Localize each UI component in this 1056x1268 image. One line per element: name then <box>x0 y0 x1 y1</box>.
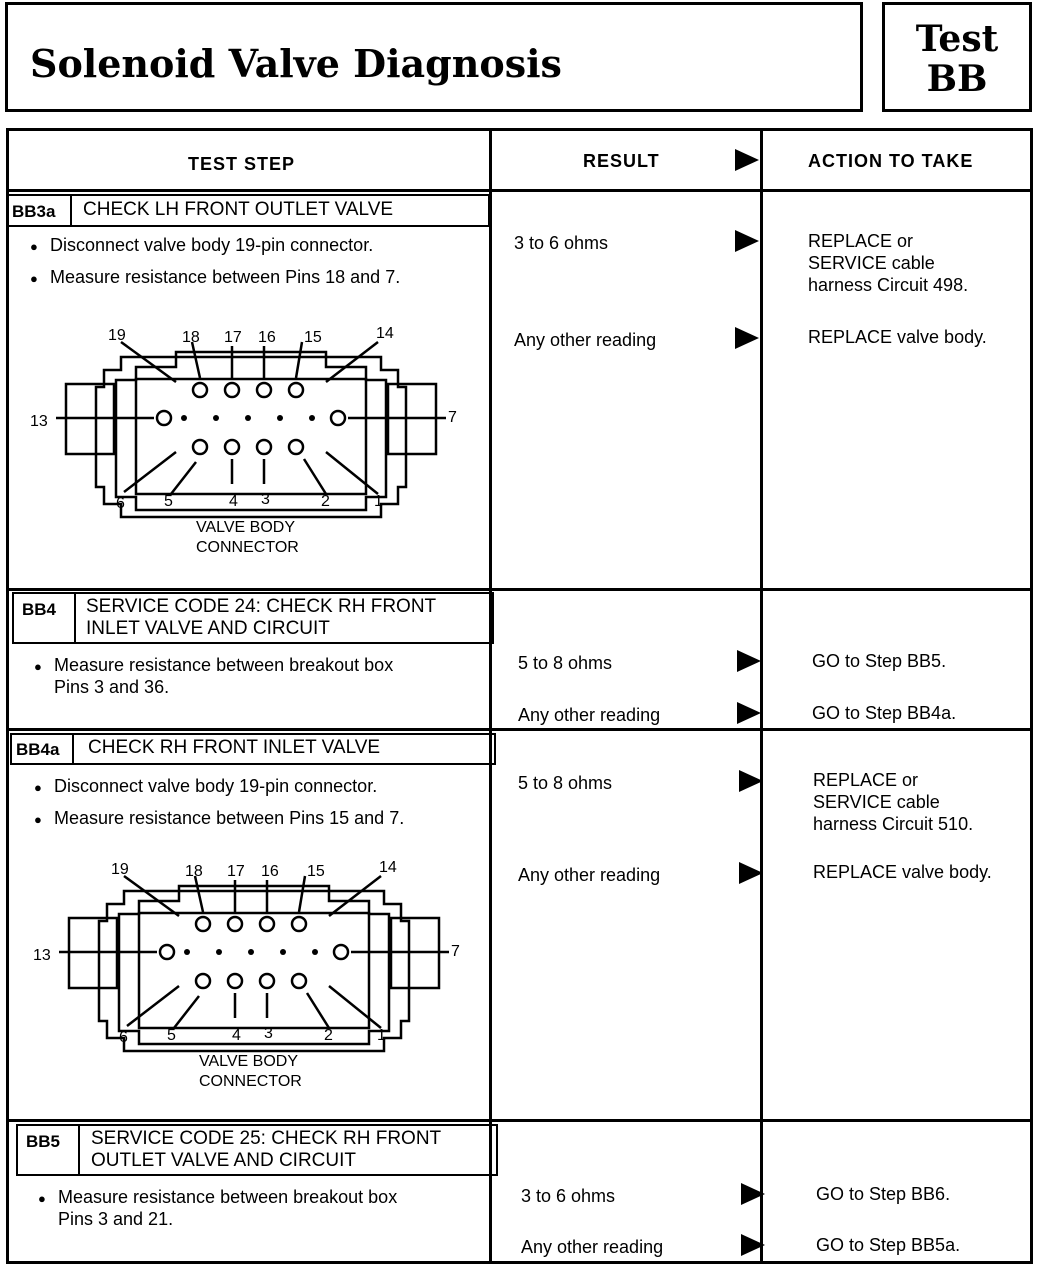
pin-label: 19 <box>111 861 129 878</box>
pin-label: 5 <box>167 1027 176 1044</box>
step-title-line: INLET VALVE AND CIRCUIT <box>86 618 330 639</box>
arrow-icon <box>735 149 759 171</box>
arrow-icon <box>737 650 761 672</box>
arrow-icon <box>735 230 759 252</box>
instruction-line: ● Measure resistance between breakout box <box>54 655 394 675</box>
pin-label: 7 <box>451 943 460 960</box>
connector-caption: CONNECTOR <box>199 1073 302 1090</box>
action-text: GO to Step BB5. <box>812 651 947 671</box>
result-text: 3 to 6 ohms <box>521 1186 616 1206</box>
column-header-test-step: TEST STEP <box>188 154 296 174</box>
step-id: BB4 <box>22 600 57 619</box>
result-text: Any other reading <box>518 865 661 885</box>
result-text: Any other reading <box>518 705 661 725</box>
result-text: 5 to 8 ohms <box>518 653 613 673</box>
result-text: 5 to 8 ohms <box>518 773 613 793</box>
result-text: Any other reading <box>514 330 657 350</box>
instruction-bullet: ● Measure resistance between Pins 18 and 7. <box>50 266 400 288</box>
arrow-icon <box>737 702 761 724</box>
pin-label: 4 <box>229 493 238 510</box>
pin-label: 6 <box>119 1029 128 1046</box>
action-text <box>808 230 968 296</box>
arrow-icon <box>735 327 759 349</box>
instruction-bullet: ● Measure resistance between Pins 15 and 7. <box>54 807 404 829</box>
instruction-bullet: ● Disconnect valve body 19-pin connector. <box>54 775 377 797</box>
action-text: REPLACE valve body. <box>813 862 992 882</box>
step-id: BB3a <box>12 202 56 221</box>
test-label: Test <box>915 18 999 60</box>
connector-caption: VALVE BODY <box>196 519 295 536</box>
instruction-bullet <box>54 654 393 698</box>
page-title: Solenoid Valve Diagnosis <box>30 41 562 86</box>
arrow-icon <box>739 770 763 792</box>
step-bb5 <box>6 1124 498 1262</box>
pin-label: 17 <box>224 329 242 346</box>
action-line: harness Circuit 498. <box>808 275 969 295</box>
instruction-bullet <box>58 1186 397 1230</box>
pin-label: 17 <box>227 863 245 880</box>
pin-label: 14 <box>379 859 397 876</box>
instruction-line: Pins 3 and 21. <box>58 1209 174 1229</box>
row-divider <box>6 728 1033 731</box>
pin-label: 7 <box>448 409 457 426</box>
pin-label: 18 <box>185 863 203 880</box>
step-title: CHECK RH FRONT INLET VALVE <box>88 737 381 758</box>
pin-label: 1 <box>377 1027 386 1044</box>
pin-label: 4 <box>232 1027 241 1044</box>
action-line: harness Circuit 510. <box>813 814 974 834</box>
column-divider-2 <box>760 128 763 1264</box>
column-header-action: ACTION TO TAKE <box>808 151 974 171</box>
step-id: BB4a <box>16 740 60 759</box>
step-bb4 <box>6 592 490 728</box>
pin-label: 6 <box>116 495 125 512</box>
instruction-line: ● Measure resistance between breakout box <box>58 1187 398 1207</box>
pin-label: 2 <box>321 493 330 510</box>
action-text: GO to Step BB6. <box>816 1184 951 1204</box>
arrow-icon <box>741 1183 765 1205</box>
step-title: CHECK LH FRONT OUTLET VALVE <box>83 199 394 220</box>
step-title-line: OUTLET VALVE AND CIRCUIT <box>91 1150 356 1171</box>
column-header-result: RESULT <box>583 151 660 171</box>
instruction-bullet: ● Disconnect valve body 19-pin connector. <box>50 234 373 256</box>
instruction-line: Pins 3 and 36. <box>54 677 170 697</box>
pin-label: 1 <box>374 493 383 510</box>
connector-caption: CONNECTOR <box>196 539 299 556</box>
arrow-icon <box>739 862 763 884</box>
result-text: 3 to 6 ohms <box>514 233 609 253</box>
connector-caption: VALVE BODY <box>199 1053 298 1070</box>
pin-label: 16 <box>261 863 279 880</box>
row-divider <box>6 588 1033 591</box>
action-text <box>813 769 973 835</box>
test-id-box <box>882 2 1032 112</box>
pin-label: 14 <box>376 325 394 342</box>
action-line: REPLACE or <box>813 770 919 790</box>
connector-diagram-bb4a <box>29 856 469 1096</box>
pin-label: 13 <box>30 413 48 430</box>
row-divider <box>6 1119 1033 1122</box>
step-id: BB5 <box>26 1132 61 1151</box>
pin-label: 3 <box>261 491 270 508</box>
action-line: SERVICE cable <box>813 792 940 812</box>
step-title-line: SERVICE CODE 25: CHECK RH FRONT <box>91 1128 442 1149</box>
step-title <box>91 1128 441 1172</box>
step-title <box>86 596 436 640</box>
pin-label: 19 <box>108 327 126 344</box>
pin-label: 2 <box>324 1027 333 1044</box>
action-line: REPLACE or <box>808 231 914 251</box>
pin-label: 3 <box>264 1025 273 1042</box>
title-box <box>5 2 863 112</box>
result-text: Any other reading <box>521 1237 664 1257</box>
pin-label: 15 <box>304 329 322 346</box>
pin-label: 13 <box>33 947 51 964</box>
test-id: BB <box>926 58 988 100</box>
header-divider <box>6 189 1033 192</box>
pin-label: 15 <box>307 863 325 880</box>
connector-diagram-bb3a <box>26 322 466 562</box>
action-line: SERVICE cable <box>808 253 935 273</box>
pin-label: 5 <box>164 493 173 510</box>
action-text: GO to Step BB5a. <box>816 1235 961 1255</box>
pin-label: 18 <box>182 329 200 346</box>
action-text: GO to Step BB4a. <box>812 703 957 723</box>
arrow-icon <box>741 1234 765 1256</box>
action-text: REPLACE valve body. <box>808 327 987 347</box>
pin-label: 16 <box>258 329 276 346</box>
step-title-line: SERVICE CODE 24: CHECK RH FRONT <box>86 596 437 617</box>
